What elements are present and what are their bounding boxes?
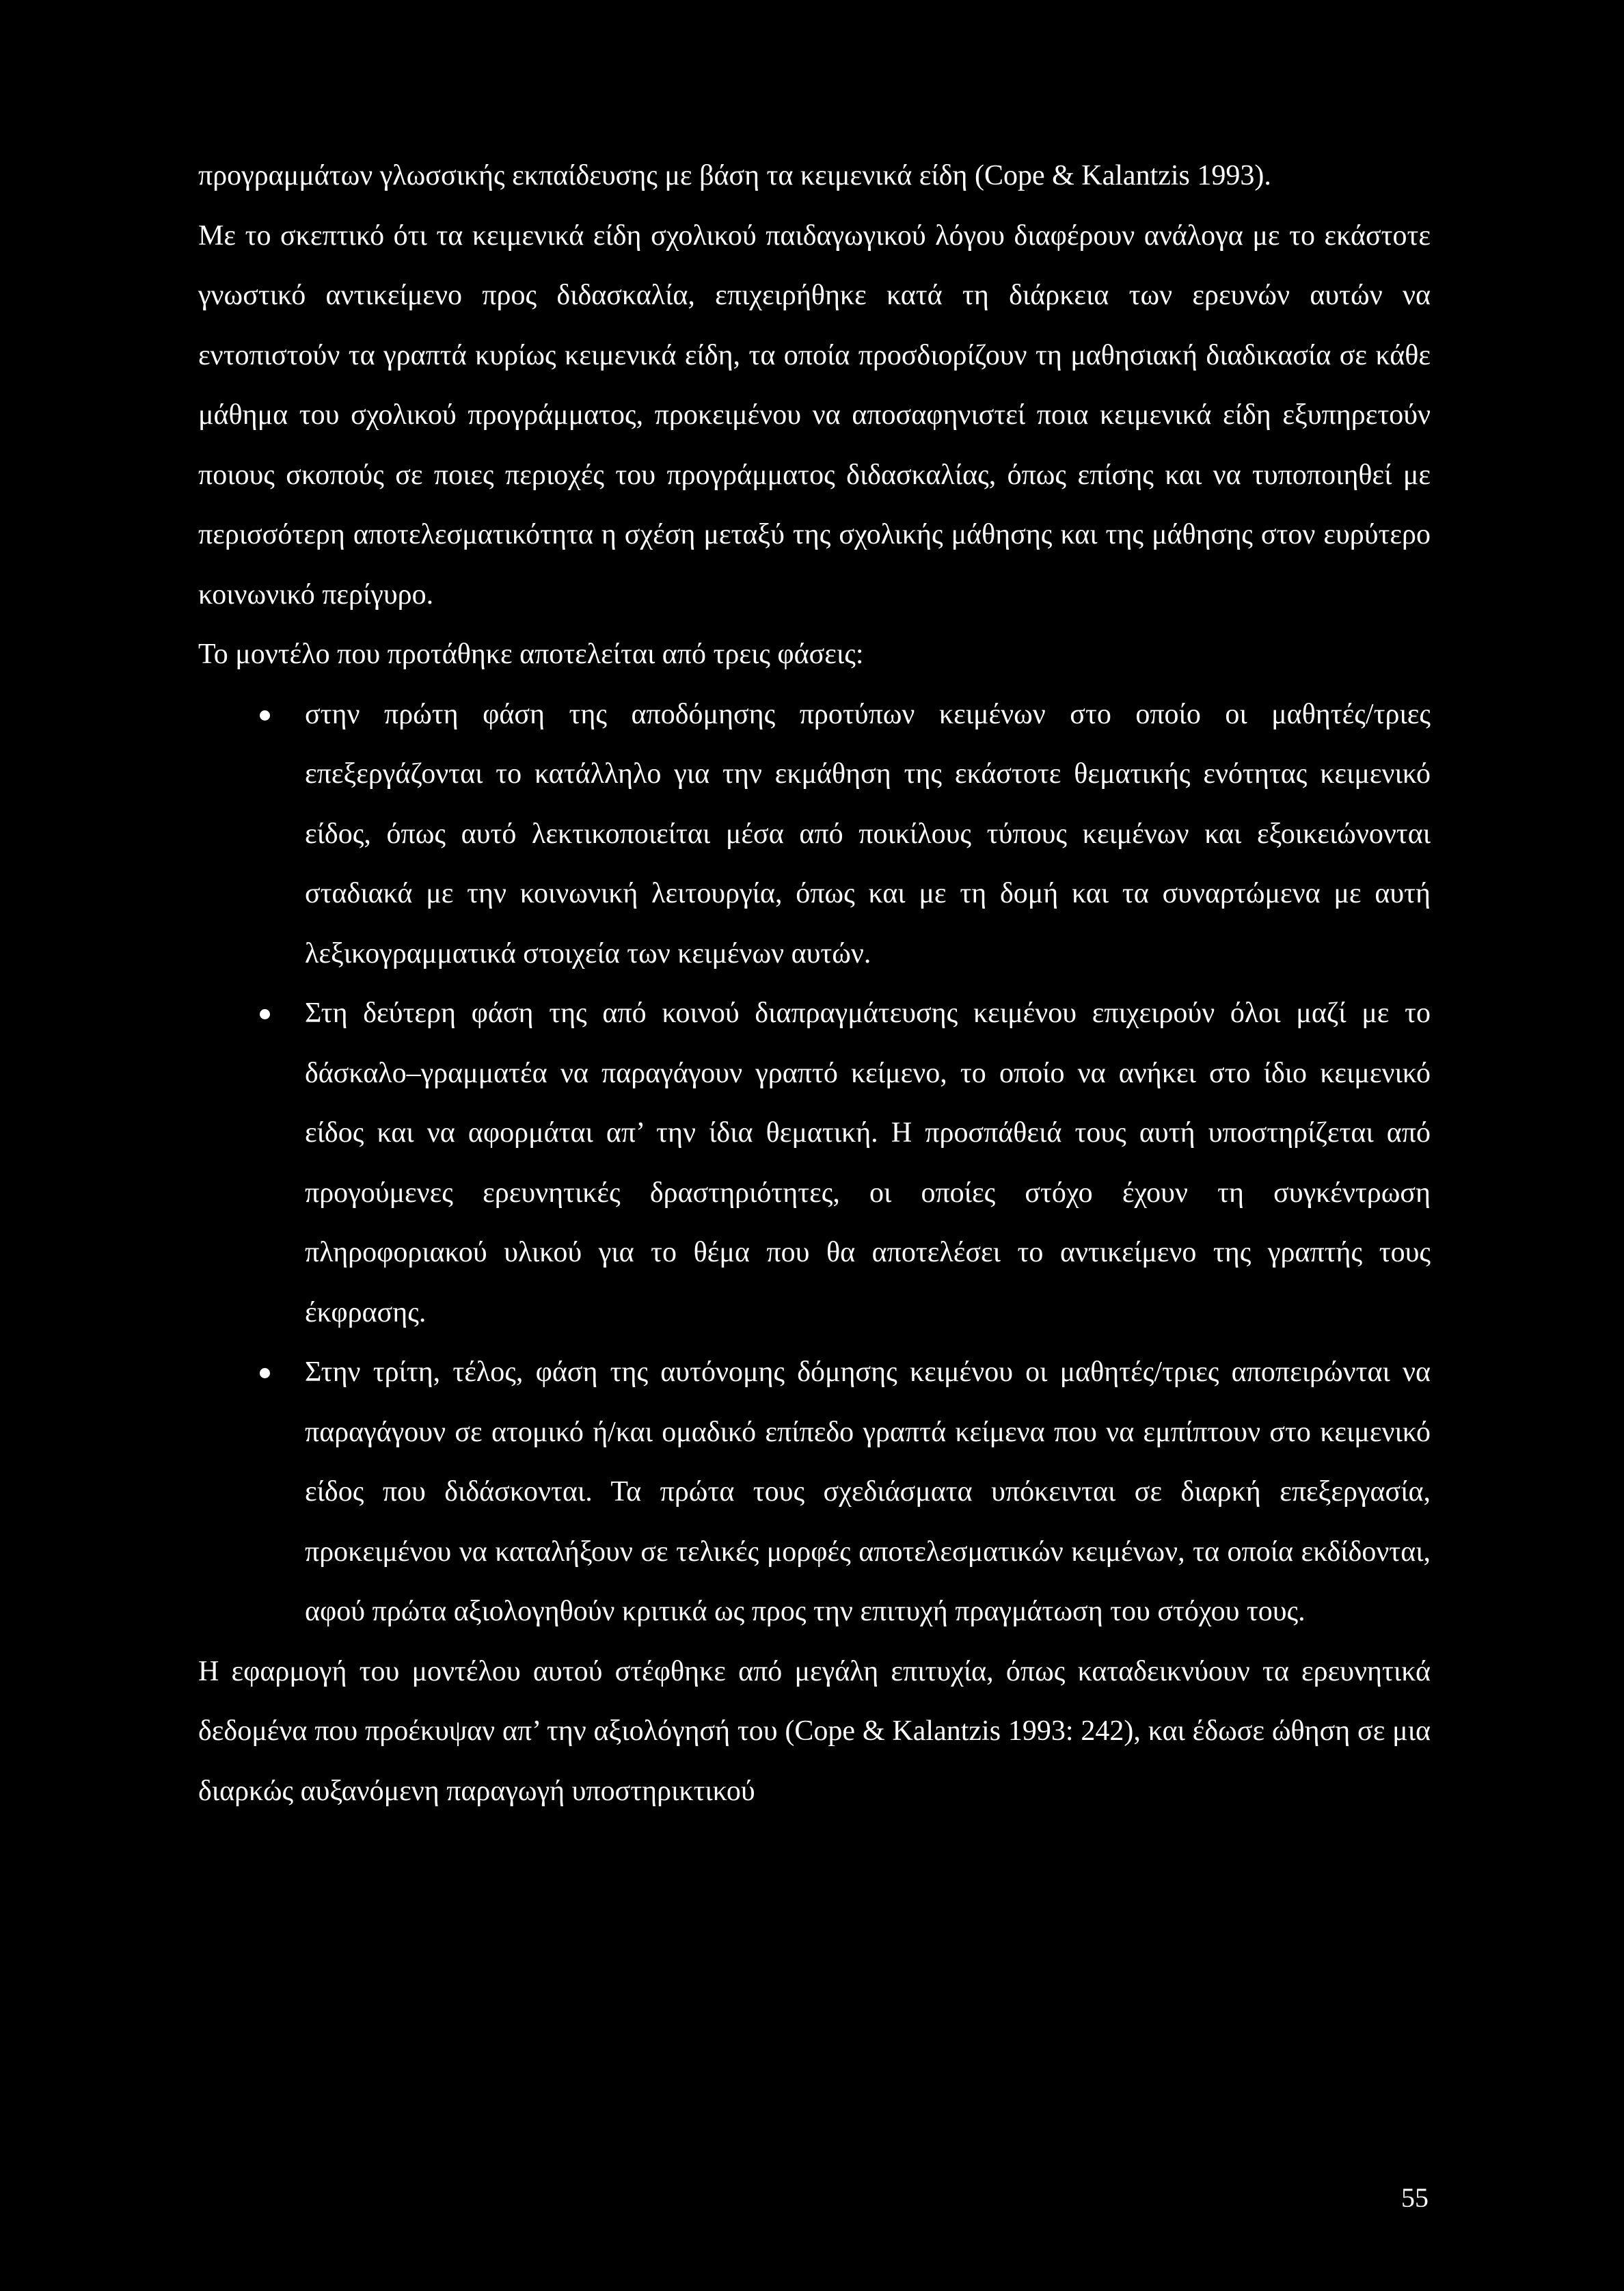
list-item xyxy=(198,685,1431,984)
paragraph-1: προγραμμάτων γλωσσικής εκπαίδευσης με βάση τα κειμενικά είδη (Cope & Kalantzis 1993). xyxy=(198,160,1271,191)
list-item xyxy=(198,984,1431,1343)
list-item-text: Στην τρίτη, τέλος, φάση της αυτόνομης δόμησης κειμένου οι μαθητές/τριες αποπειρώνται να παραγάγουν σε ατομικό ή/και ομαδικό επίπεδο γραπτά κείμενα που να εμπίπτουν στο κειμενικό είδος που διδάσκονται. Τα πρώτα τους σχεδιάσματα υπόκεινται σε διαρκή επεξεργασία, προκειμένου να καταλήξουν σε τελικές μορφές αποτελεσματικών κειμένων, τα οποία εκδίδονται, αφού πρώτα αξιολογηθούν κριτικά ως προς την επιτυχή πραγμάτωση του στόχου τους. xyxy=(305,1356,1431,1627)
list-item-text: Στη δεύτερη φάση της από κοινού διαπραγμάτευσης κειμένου επιχειρούν όλοι μαζί με το δάσκαλο–γραμματέα να παραγάγουν γραπτό κείμενο, το οποίο να ανήκει στο ίδιο κειμενικό είδος και να αφορμάται απ’ την ίδια θεματική. Η προσπάθειά τους αυτή υποστηρίζεται από προγούμενες ερευνητικές δραστηριότητες, οι οποίες στόχο έχουν τη συγκέντρωση πληροφοριακού υλικού για το θέμα που θα αποτελέσει το αντικείμενο της γραπτής τους έκφρασης. xyxy=(305,997,1431,1328)
list-item xyxy=(198,1343,1431,1642)
page-number: 55 xyxy=(1401,2182,1429,2213)
bullet-icon xyxy=(260,1009,270,1019)
paragraph-3: Το μοντέλο που προτάθηκε αποτελείται από τρεις φάσεις: xyxy=(198,639,864,670)
paragraph-4: Η εφαρμογή του μοντέλου αυτού στέφθηκε από μεγάλη επιτυχία, όπως καταδεικνύουν τα ερευνητικά δεδομένα που προέκυψαν απ’ την αξιολόγησή του (Cope & Kalantzis 1993: 242), και έδωσε ώθηση σε μια διαρκώς αυξανόμενη παραγωγή υποστηρικτικού xyxy=(198,1655,1431,1807)
bullet-icon xyxy=(260,1368,270,1378)
paragraph-2: Με το σκεπτικό ότι τα κειμενικά είδη σχολικού παιδαγωγικού λόγου διαφέρουν ανάλογα με το εκάστοτε γνωστικό αντικείμενο προς διδασκαλία, επιχειρήθηκε κατά τη διάρκεια των ερευνών αυτών να εντοπιστούν τα γραπτά κυρίως κειμενικά είδη, τα οποία προσδιορίζουν τη μαθησιακή διαδικασία σε κάθε μάθημα του σχολικού προγράμματος, προκειμένου να αποσαφηνιστεί ποια κειμενικά είδη εξυπηρετούν ποιους σκοπούς σε ποιες περιοχές του προγράμματος διδασκαλίας, όπως επίσης και να τυποποιηθεί με περισσότερη αποτελεσματικότητα η σχέση μεταξύ της σχολικής μάθησης και της μάθησης στον ευρύτερο κοινωνικό περίγυρο. xyxy=(198,219,1431,611)
phases-list xyxy=(198,685,1431,1642)
bullet-icon xyxy=(260,710,270,721)
body-text xyxy=(198,146,1431,1821)
list-item-text: στην πρώτη φάση της αποδόμησης προτύπων κειμένων στο οποίο οι μαθητές/τριες επεξεργάζονται το κατάλληλο για την εκμάθηση της εκάστοτε θεματικής ενότητας κειμενικό είδος, όπως αυτό λεκτικοποιείται μέσα από ποικίλους τύπους κειμένων και εξοικειώνονται σταδιακά με την κοινωνική λειτουργία, όπως και με τη δομή και τα συναρτώμενα με αυτή λεξικογραμματικά στοιχεία των κειμένων αυτών. xyxy=(305,698,1431,969)
